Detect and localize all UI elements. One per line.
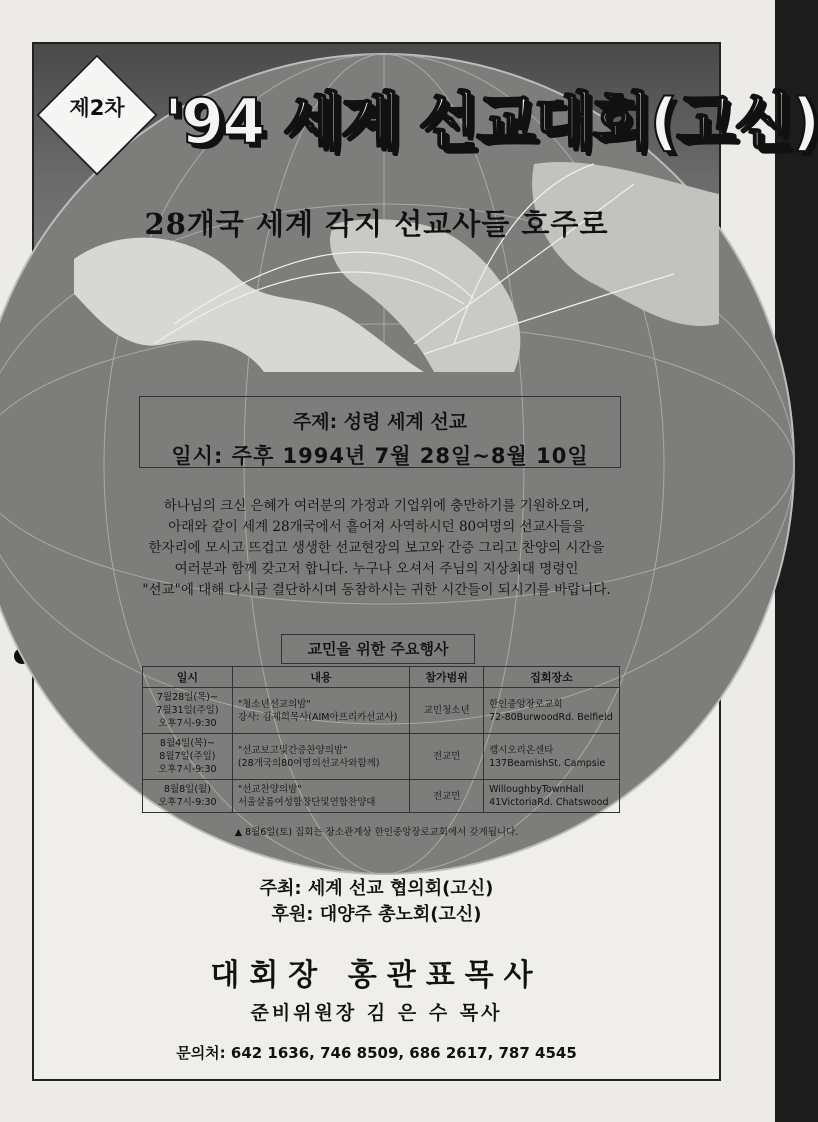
events-title: 교민을 위한 주요행사 [281,634,475,664]
header-date: 일시 [143,667,233,688]
intro-line: 한자리에 모시고 뜨겁고 생생한 선교현장의 보고와 간증 그리고 찬양의 시간을 [148,540,605,556]
table-row [143,688,620,734]
event-scope: 교민청소년 [410,688,484,734]
contact-text: 문의처: 642 1636, 746 8509, 686 2617, 787 4545 [176,1044,577,1062]
events-table [142,666,620,813]
intro-line: 하나님의 크신 은혜가 여러분의 가정과 기업위에 충만하기를 기원하오며, [163,498,590,514]
event-venue: WilloughbyTownHall 41VictoriaRd. Chatswood [484,780,620,813]
intro-line: 아래와 같이 세계 28개국에서 흩어져 사역하시던 80여명의 선교사들을 [168,519,585,535]
event-date: 8월4일(목)~ 8월7일(주일) 오후7시-9:30 [143,734,233,780]
event-date: 8월8일(월) 오후7시-9:30 [143,780,233,813]
main-title: '94 세계 선교대회(고신) [164,85,818,158]
venue-note: ▲ 8월6일(토) 집회는 장소관계상 한인중앙장로교회에서 갖게됩니다. [234,827,519,838]
event-venue: 캠시오리온센타 137BeamishSt. Campsie [484,734,620,780]
event-content: "청소년선교의밤" 강사: 김제희목사(AIM아프리카선교사) [232,688,409,734]
table-header-row [143,667,620,688]
host-block [34,876,719,928]
table-row [143,734,620,780]
chairman-text: 대회장 홍관표목사 [210,958,543,993]
event-date: 7월28일(목)~ 7월31일(주일) 오후7시-9:30 [143,688,233,734]
sponsor-text: 후원: 대양주 총노회(고신) [271,904,482,925]
event-scope: 전교민 [410,734,484,780]
table-row [143,780,620,813]
vice-chair-text: 준비위원장 김 은 수 목사 [250,1002,503,1024]
date-text: 일시: 주후 1994년 7월 28일~8월 10일 [171,444,589,468]
advertisement [32,42,818,1081]
subtitle: 28개국 세계 각지 선교사들 호주로 [144,207,609,241]
event-content: "선교찬양의밤" 서울살롬여성합창단및연합찬양대 [232,780,409,813]
theme-text: 주제: 성령 세계 선교 [292,411,468,433]
intro-paragraph [74,496,679,601]
intro-line: 여러분과 함께 갖고저 합니다. 누구나 오셔서 주님의 지상최대 명령인 [174,561,579,577]
edition-badge-label: 제2차 [69,96,125,120]
header-venue: 집회장소 [484,667,620,688]
intro-line: "선교"에 대해 다시금 결단하시며 동참하시는 귀한 시간들이 되시기를 바랍니다. [142,582,611,598]
header-scope: 참가범위 [410,667,484,688]
event-venue: 한인중앙장로교회 72-80BurwoodRd. Belfield [484,688,620,734]
event-content: "선교보고및간증찬양의밤" (28개국의80여명의선교사와함께) [232,734,409,780]
event-scope: 전교민 [410,780,484,813]
organizer-text: 주최: 세계 선교 협의회(고신) [259,878,494,899]
header-banner [34,44,818,372]
theme-box [139,396,621,468]
header-content: 내용 [232,667,409,688]
